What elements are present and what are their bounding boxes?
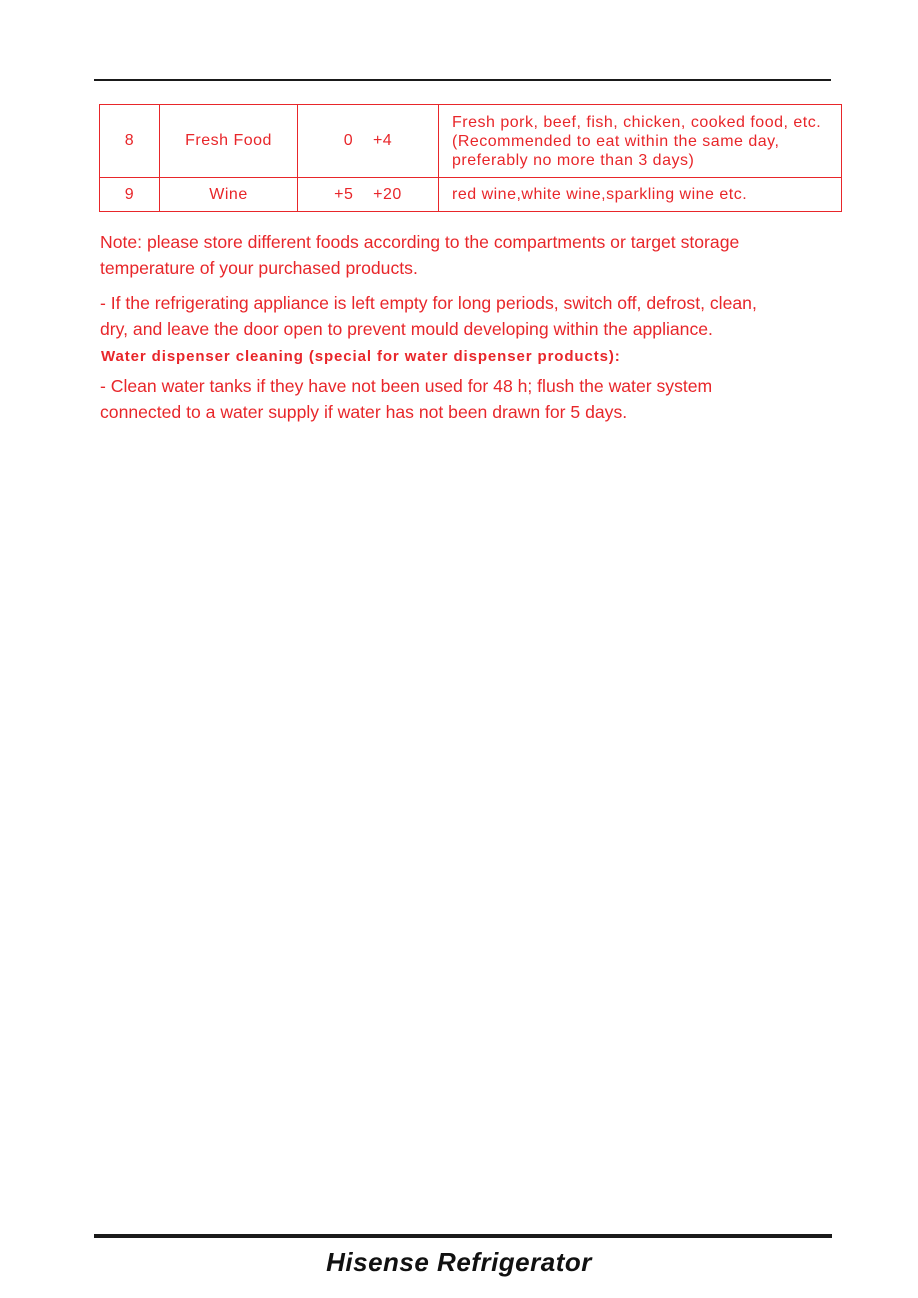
tip-line: connected to a water supply if water has not been drawn for 5 days.	[100, 402, 628, 422]
note-line: Note: please store different foods according to the compartments or target storage	[100, 232, 740, 252]
tip-line: dry, and leave the door open to prevent mould developing within the appliance.	[100, 319, 713, 339]
brand-logo: Hisense Refrigerator	[326, 1247, 592, 1277]
tip-line: - Clean water tanks if they have not been used for 48 h; flush the water system	[100, 376, 713, 396]
note-line: temperature of your purchased products.	[100, 258, 418, 278]
empty-appliance-tip	[100, 290, 840, 342]
footer-rule	[94, 1234, 832, 1238]
foods-line: red wine,white wine,sparkling wine etc.	[452, 186, 748, 203]
compartment-temperature: +5 +20	[298, 178, 439, 212]
storage-table	[99, 104, 842, 212]
tip-line: - If the refrigerating appliance is left empty for long periods, switch off, defrost, clean,	[100, 293, 757, 313]
water-dispenser-tip	[100, 373, 840, 425]
compartment-name: Wine	[160, 178, 298, 212]
storage-note	[100, 229, 840, 281]
compartment-name: Fresh Food	[160, 105, 298, 178]
foods-line: preferably no more than 3 days)	[452, 151, 695, 169]
foods-line: (Recommended to eat within the same day,	[452, 132, 780, 150]
foods-line: Fresh pork, beef, fish, chicken, cooked food, etc.	[452, 113, 822, 131]
compartment-foods	[439, 178, 842, 212]
compartment-number: 8	[100, 105, 160, 178]
compartment-number: 9	[100, 178, 160, 212]
table-row	[100, 105, 842, 178]
compartment-foods	[439, 105, 842, 178]
water-dispenser-heading: Water dispenser cleaning (special for water dispenser products):	[101, 348, 621, 365]
table-row	[100, 178, 842, 212]
compartment-temperature: 0 +4	[298, 105, 439, 178]
header-rule	[94, 79, 831, 81]
